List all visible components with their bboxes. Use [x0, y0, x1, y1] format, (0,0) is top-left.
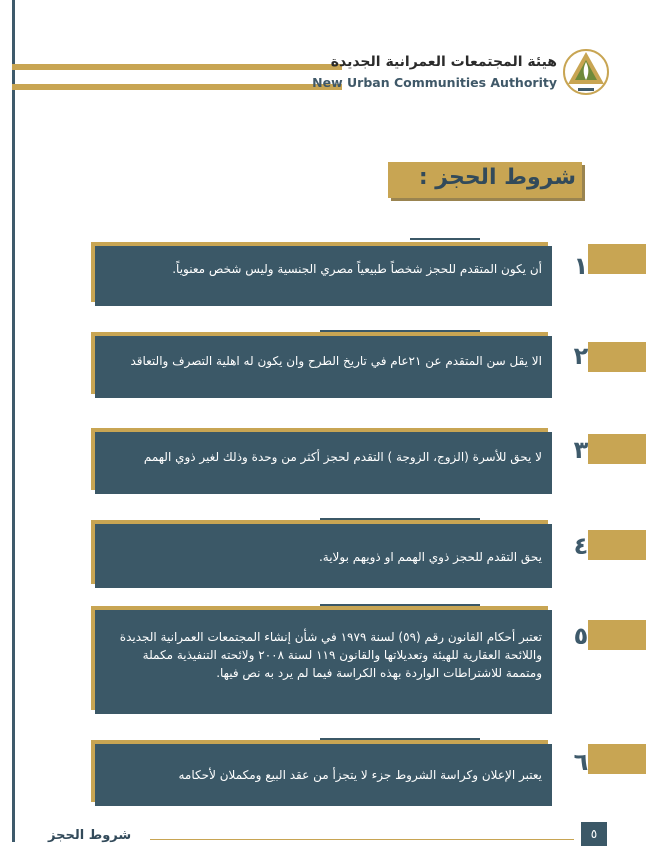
item-text: لا يحق للأسرة (الزوج، الزوجة ) التقدم لحجز أكثر من وحدة وذلك لغير ذوي الهمم — [143, 450, 542, 464]
condition-item-6 — [90, 738, 646, 810]
item-number: ٣ — [573, 436, 589, 464]
item-text: يحق التقدم للحجز ذوي الهمم او ذويهم بولاية. — [318, 550, 542, 564]
item-text: تعتبر أحكام القانون رقم (٥٩) لسنة ١٩٧٩ في شأن إنشاء المجتمعات العمرانية الجديدة واللائحة العقارية للهيئة وتعديلاتها والقانون ١١٩ لسنة ٢٠٠٨ ولائحته التنفيذية مكملة ومتممة للاشتراطات الواردة بهذه الكراسة فيما لم يرد به نص فيها. — [119, 630, 542, 680]
page-number: ٥ — [581, 822, 607, 846]
box-top-line — [410, 238, 480, 240]
header-bar-top — [12, 64, 342, 70]
item-number: ٢ — [573, 342, 589, 370]
item-box — [95, 610, 552, 714]
box-top-line — [320, 738, 480, 740]
item-text: يعتبر الإعلان وكراسة الشروط جزء لا يتجزأ من عقد البيع ومكملان لأحكامه — [178, 768, 542, 782]
box-top-line — [320, 604, 480, 606]
item-box — [95, 336, 552, 398]
item-number: ٦ — [573, 748, 589, 776]
item-box — [95, 524, 552, 588]
org-name-english: New Urban Communities Authority — [312, 75, 557, 90]
condition-item-3 — [90, 426, 646, 498]
condition-item-4 — [90, 518, 646, 590]
footer-title: شروط الحجز — [48, 828, 132, 843]
condition-item-2 — [90, 330, 646, 402]
item-text: أن يكون المتقدم للحجز شخصاً طبيعياً مصري الجنسية وليس شخص معنوياً. — [172, 262, 542, 276]
item-gold-tab — [588, 434, 646, 464]
item-box — [95, 744, 552, 806]
box-top-line — [320, 518, 480, 520]
item-gold-tab — [588, 244, 646, 274]
item-gold-tab — [588, 620, 646, 650]
left-margin-rule — [12, 0, 15, 842]
item-number: ٥ — [573, 622, 589, 650]
condition-item-1 — [90, 238, 646, 310]
condition-item-5 — [90, 604, 646, 716]
item-number: ٤ — [573, 532, 589, 560]
item-number: ١ — [573, 252, 589, 280]
nuca-logo-icon — [562, 44, 610, 100]
item-box — [95, 246, 552, 306]
item-gold-tab — [588, 530, 646, 560]
item-gold-tab — [588, 744, 646, 774]
header-bar-bottom — [12, 84, 342, 90]
section-title: شروط الحجز : — [418, 165, 576, 190]
footer-line — [150, 839, 574, 840]
org-name-arabic: هيئة المجتمعات العمرانية الجديدة — [330, 54, 557, 70]
item-text: الا يقل سن المتقدم عن ٢١عام في تاريخ الطرح وان يكون له اهلية التصرف والتعاقد — [130, 354, 542, 368]
item-box — [95, 432, 552, 494]
box-top-line — [320, 330, 480, 332]
item-gold-tab — [588, 342, 646, 372]
section-title-box — [388, 162, 582, 198]
